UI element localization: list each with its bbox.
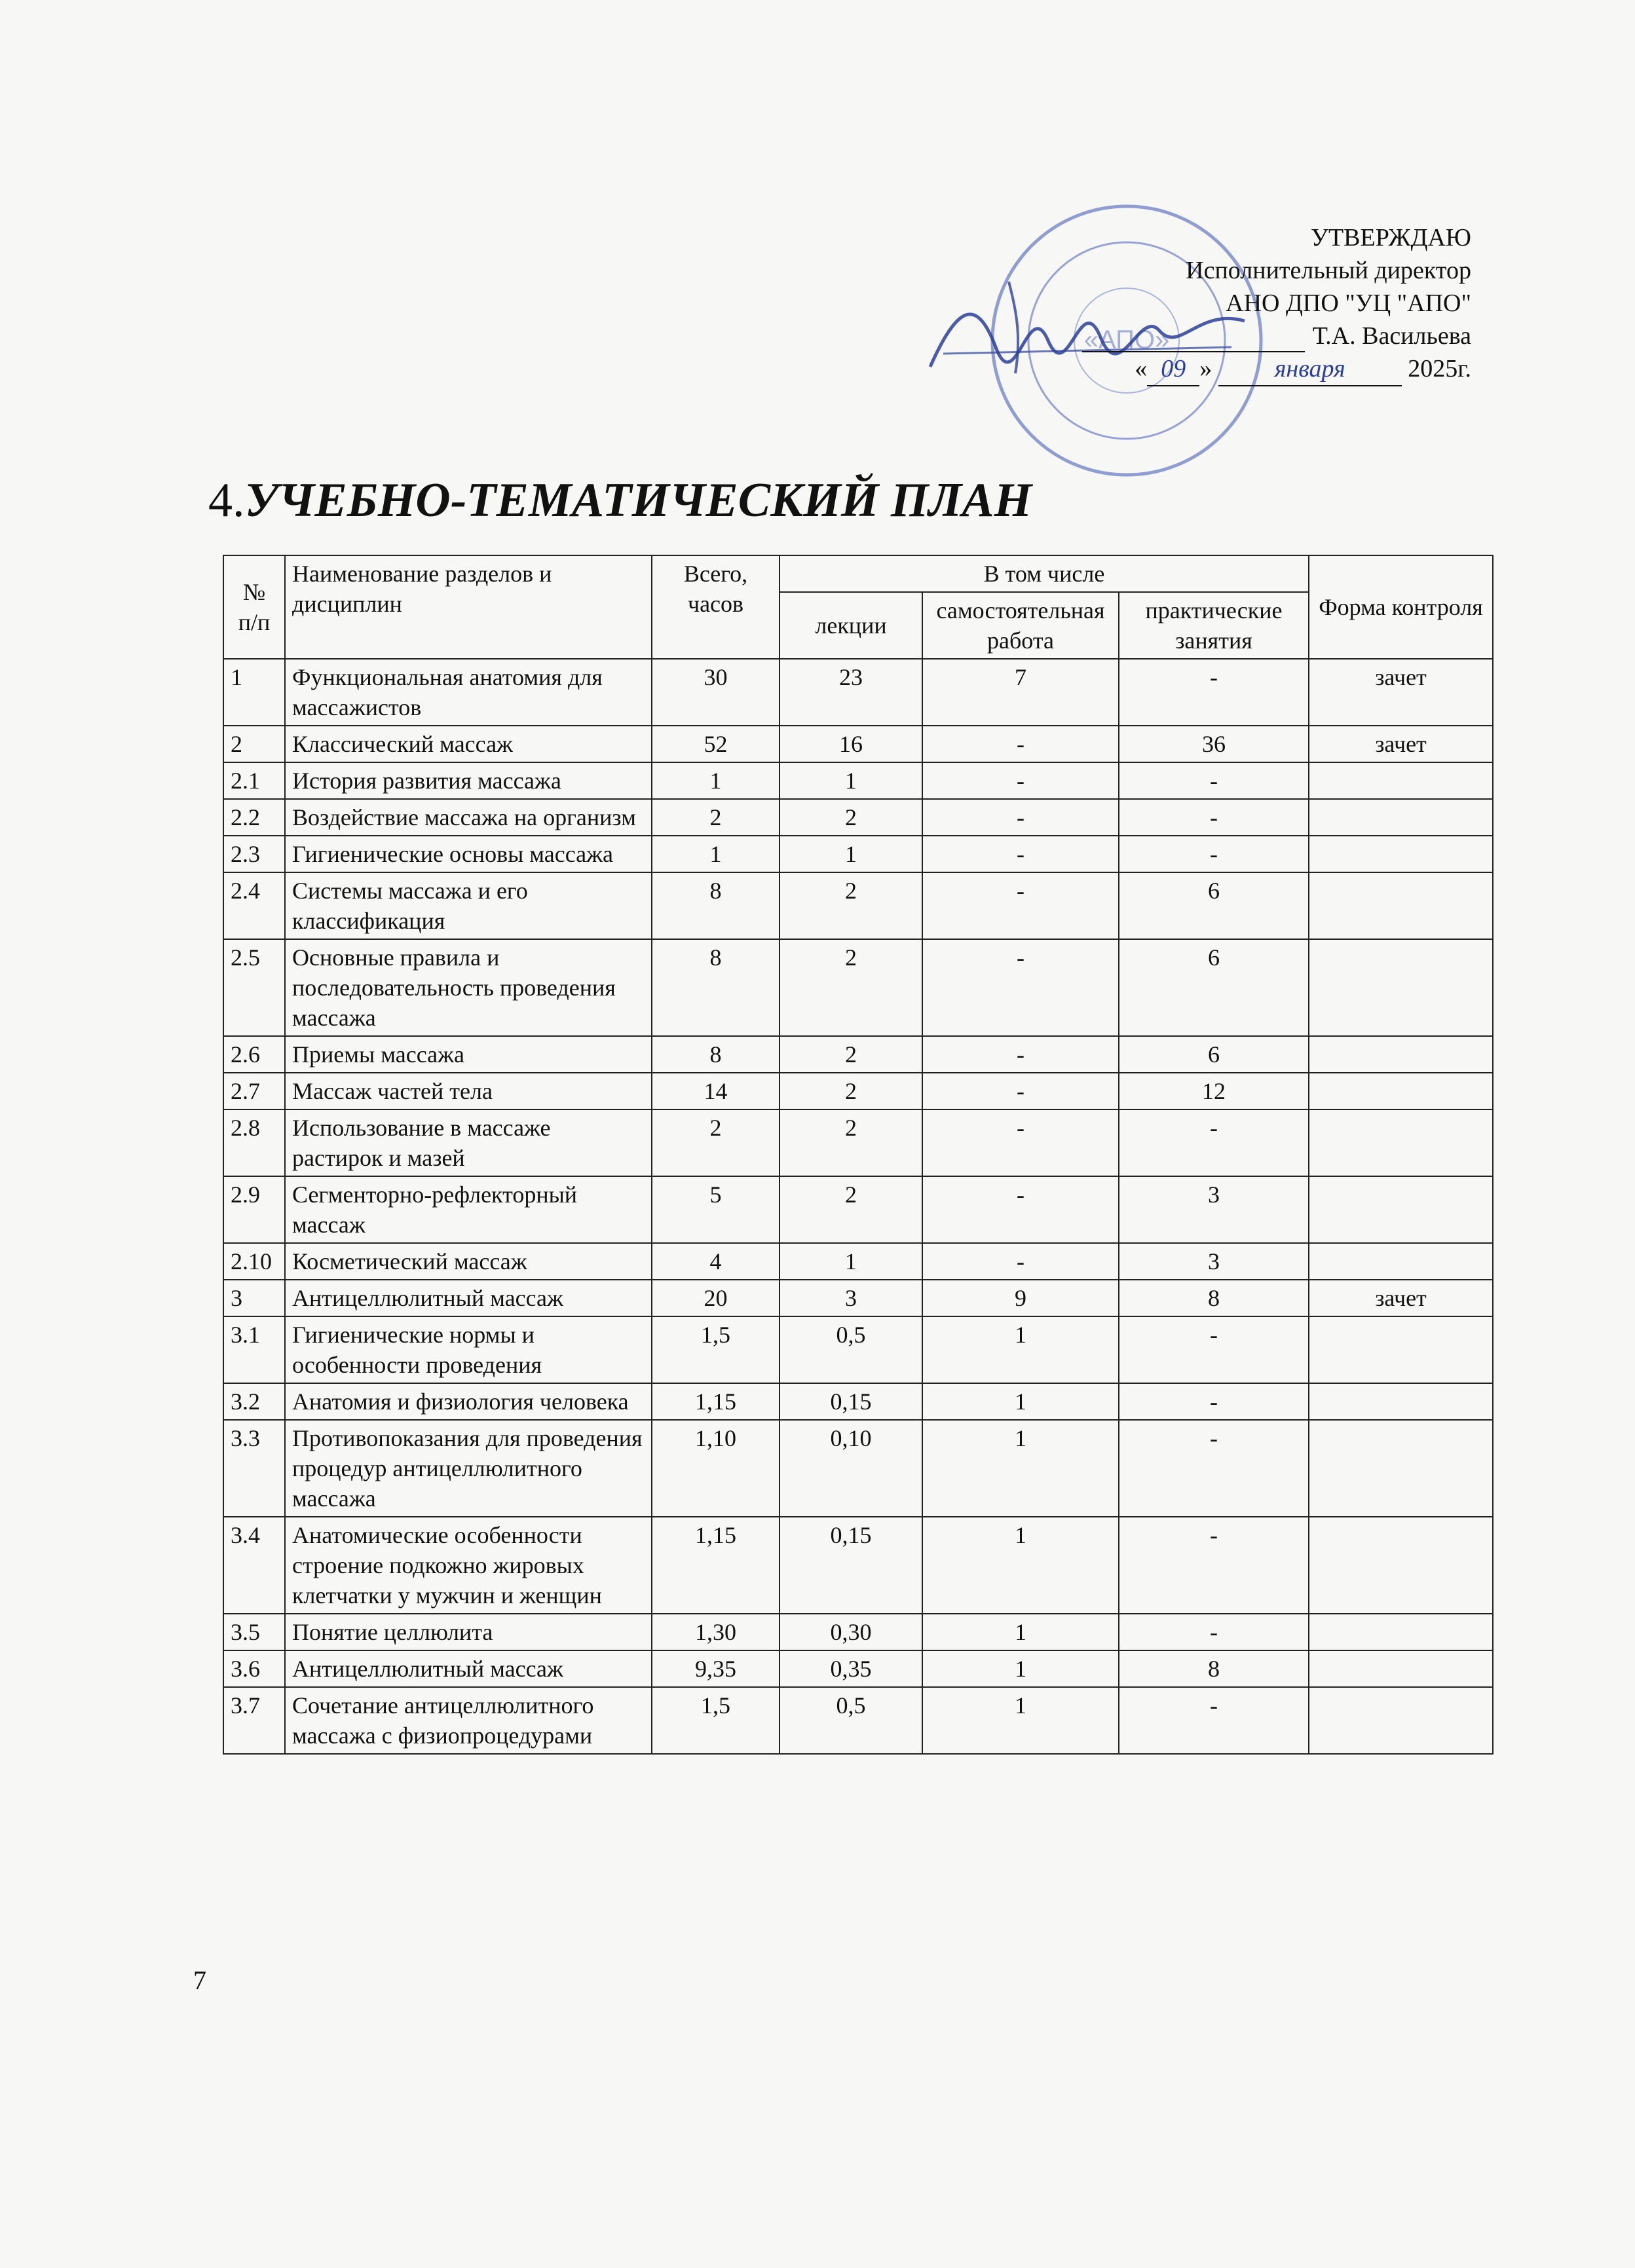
curriculum-table (223, 555, 1494, 1755)
cell-self: - (922, 872, 1119, 939)
cell-lectures: 0,10 (780, 1420, 922, 1517)
cell-total: 1 (652, 762, 780, 799)
cell-practice: - (1119, 659, 1309, 726)
cell-total: 8 (652, 1036, 780, 1073)
cell-num: 3.1 (223, 1316, 285, 1383)
cell-num: 3.3 (223, 1420, 285, 1517)
cell-practice: 8 (1119, 1280, 1309, 1316)
table-row (223, 762, 1493, 799)
cell-num: 3.5 (223, 1614, 285, 1650)
page-number: 7 (193, 1965, 206, 1995)
table-row (223, 1383, 1493, 1420)
table-row (223, 1036, 1493, 1073)
cell-self: - (922, 762, 1119, 799)
table-row (223, 799, 1493, 836)
header-num: № п/п (223, 555, 285, 659)
cell-control (1309, 762, 1493, 799)
cell-name: Анатомия и физиология человека (285, 1383, 652, 1420)
cell-control (1309, 1687, 1493, 1754)
cell-total: 4 (652, 1243, 780, 1280)
cell-self: 1 (922, 1650, 1119, 1687)
cell-lectures: 2 (780, 939, 922, 1036)
page-title (208, 473, 1032, 529)
cell-practice: - (1119, 762, 1309, 799)
cell-self: - (922, 1243, 1119, 1280)
cell-lectures: 2 (780, 872, 922, 939)
cell-practice: - (1119, 1517, 1309, 1614)
table-row (223, 1420, 1493, 1517)
cell-control (1309, 1650, 1493, 1687)
cell-total: 2 (652, 1109, 780, 1176)
cell-total: 2 (652, 799, 780, 836)
cell-practice: 6 (1119, 1036, 1309, 1073)
cell-practice: 6 (1119, 939, 1309, 1036)
table-row (223, 1650, 1493, 1687)
cell-name: Антицеллюлитный массаж (285, 1280, 652, 1316)
cell-self: - (922, 1073, 1119, 1109)
cell-lectures: 3 (780, 1280, 922, 1316)
cell-lectures: 2 (780, 1036, 922, 1073)
header-total: Всего, часов (652, 555, 780, 659)
cell-control (1309, 1383, 1493, 1420)
cell-total: 14 (652, 1073, 780, 1109)
cell-num: 2.9 (223, 1176, 285, 1243)
cell-name: Сочетание антицеллюлитного массажа с физиопроцедурами (285, 1687, 652, 1754)
cell-name: Использование в массаже растирок и мазей (285, 1109, 652, 1176)
cell-lectures: 2 (780, 1109, 922, 1176)
cell-name: Косметический массаж (285, 1243, 652, 1280)
cell-self: 1 (922, 1614, 1119, 1650)
cell-control: зачет (1309, 659, 1493, 726)
cell-self: - (922, 799, 1119, 836)
cell-num: 2.8 (223, 1109, 285, 1176)
cell-practice: - (1119, 1687, 1309, 1754)
cell-name: Анатомические особенности строение подкожно жировых клетчатки у мужчин и женщин (285, 1517, 652, 1614)
cell-practice: - (1119, 799, 1309, 836)
cell-control (1309, 872, 1493, 939)
approval-date (882, 352, 1471, 386)
cell-lectures: 23 (780, 659, 922, 726)
cell-practice: 3 (1119, 1243, 1309, 1280)
cell-practice: 8 (1119, 1650, 1309, 1687)
cell-num: 3 (223, 1280, 285, 1316)
cell-control (1309, 799, 1493, 836)
table-body (223, 659, 1493, 1754)
cell-name: Функциональная анатомия для массажистов (285, 659, 652, 726)
cell-total: 1,5 (652, 1316, 780, 1383)
cell-total: 30 (652, 659, 780, 726)
table-row (223, 1073, 1493, 1109)
cell-total: 1 (652, 836, 780, 872)
cell-self: - (922, 939, 1119, 1036)
cell-name: Антицеллюлитный массаж (285, 1650, 652, 1687)
cell-lectures: 16 (780, 726, 922, 762)
cell-num: 2.10 (223, 1243, 285, 1280)
header-name: Наименование разделов и дисциплин (285, 555, 652, 659)
cell-lectures: 0,15 (780, 1517, 922, 1614)
cell-num: 3.6 (223, 1650, 285, 1687)
cell-self: - (922, 836, 1119, 872)
cell-practice: - (1119, 836, 1309, 872)
header-lectures: лекции (780, 592, 922, 659)
cell-name: Сегменторно-рефлекторный массаж (285, 1176, 652, 1243)
cell-lectures: 0,35 (780, 1650, 922, 1687)
cell-total: 1,5 (652, 1687, 780, 1754)
cell-num: 2.1 (223, 762, 285, 799)
date-quote-close: » (1199, 355, 1212, 382)
cell-name: Массаж частей тела (285, 1073, 652, 1109)
cell-self: 1 (922, 1420, 1119, 1517)
cell-practice: - (1119, 1383, 1309, 1420)
cell-practice: - (1119, 1316, 1309, 1383)
cell-num: 2.3 (223, 836, 285, 872)
cell-control (1309, 1420, 1493, 1517)
cell-name: Противопоказания для проведения процедур антицеллюлитного массажа (285, 1420, 652, 1517)
cell-self: 7 (922, 659, 1119, 726)
cell-num: 3.7 (223, 1687, 285, 1754)
approval-block (882, 221, 1471, 386)
table-row (223, 836, 1493, 872)
signer-name: Т.А. Васильева (1312, 322, 1471, 350)
cell-total: 1,10 (652, 1420, 780, 1517)
table-row (223, 1109, 1493, 1176)
header-self: самостоятельная работа (922, 592, 1119, 659)
cell-lectures: 2 (780, 1073, 922, 1109)
cell-num: 3.4 (223, 1517, 285, 1614)
cell-num: 2.6 (223, 1036, 285, 1073)
cell-self: 1 (922, 1316, 1119, 1383)
cell-total: 52 (652, 726, 780, 762)
cell-lectures: 2 (780, 799, 922, 836)
date-quote-open: « (1135, 355, 1148, 382)
table-row (223, 659, 1493, 726)
cell-num: 3.2 (223, 1383, 285, 1420)
cell-name: Гигиенические нормы и особенности проведения (285, 1316, 652, 1383)
cell-num: 2.2 (223, 799, 285, 836)
signature-line (882, 320, 1471, 352)
organization-name: АНО ДПО "УЦ "АПО" (1226, 289, 1471, 317)
cell-control (1309, 1517, 1493, 1614)
cell-practice: - (1119, 1420, 1309, 1517)
cell-self: 1 (922, 1383, 1119, 1420)
cell-practice: 36 (1119, 726, 1309, 762)
cell-self: - (922, 1176, 1119, 1243)
cell-total: 1,15 (652, 1517, 780, 1614)
table-row (223, 939, 1493, 1036)
cell-practice: 3 (1119, 1176, 1309, 1243)
cell-num: 2.7 (223, 1073, 285, 1109)
cell-total: 8 (652, 939, 780, 1036)
cell-self: 9 (922, 1280, 1119, 1316)
cell-self: 1 (922, 1687, 1119, 1754)
cell-name: История развития массажа (285, 762, 652, 799)
table-row (223, 1687, 1493, 1754)
cell-control (1309, 1243, 1493, 1280)
cell-total: 1,30 (652, 1614, 780, 1650)
table-row (223, 1517, 1493, 1614)
cell-lectures: 2 (780, 1176, 922, 1243)
table-row (223, 1243, 1493, 1280)
cell-num: 2.4 (223, 872, 285, 939)
table-row (223, 726, 1493, 762)
cell-name: Классический массаж (285, 726, 652, 762)
section-number: 4. (208, 474, 245, 527)
cell-name: Системы массажа и его классификация (285, 872, 652, 939)
cell-lectures: 0,30 (780, 1614, 922, 1650)
header-row (223, 555, 1493, 592)
signature-blank (1082, 325, 1305, 352)
cell-self: 1 (922, 1517, 1119, 1614)
cell-lectures: 1 (780, 1243, 922, 1280)
svg-text:«АПО»: «АПО» (1083, 325, 1170, 354)
cell-control (1309, 939, 1493, 1036)
table-row (223, 1316, 1493, 1383)
cell-self: - (922, 726, 1119, 762)
cell-num: 2.5 (223, 939, 285, 1036)
date-year: 2025г. (1408, 355, 1471, 382)
cell-self: - (922, 1036, 1119, 1073)
cell-lectures: 0,5 (780, 1316, 922, 1383)
header-including: В том числе (780, 555, 1309, 592)
date-month: января (1218, 352, 1402, 386)
header-practice: практические занятия (1119, 592, 1309, 659)
table-row (223, 1280, 1493, 1316)
cell-control (1309, 1614, 1493, 1650)
cell-total: 5 (652, 1176, 780, 1243)
cell-self: - (922, 1109, 1119, 1176)
cell-num: 2 (223, 726, 285, 762)
cell-control (1309, 1036, 1493, 1073)
cell-control (1309, 836, 1493, 872)
cell-lectures: 0,15 (780, 1383, 922, 1420)
cell-practice: 6 (1119, 872, 1309, 939)
cell-control: зачет (1309, 726, 1493, 762)
cell-num: 1 (223, 659, 285, 726)
table-row (223, 872, 1493, 939)
cell-name: Приемы массажа (285, 1036, 652, 1073)
cell-control: зачет (1309, 1280, 1493, 1316)
cell-name: Воздействие массажа на организм (285, 799, 652, 836)
cell-practice: - (1119, 1109, 1309, 1176)
cell-name: Понятие целлюлита (285, 1614, 652, 1650)
cell-control (1309, 1316, 1493, 1383)
title-text: УЧЕБНО-ТЕМАТИЧЕСКИЙ ПЛАН (244, 474, 1032, 527)
cell-name: Основные правила и последовательность проведения массажа (285, 939, 652, 1036)
cell-total: 9,35 (652, 1650, 780, 1687)
header-control: Форма контроля (1309, 555, 1493, 659)
date-day: 09 (1147, 352, 1199, 386)
cell-practice: - (1119, 1614, 1309, 1650)
table-row (223, 1614, 1493, 1650)
cell-total: 8 (652, 872, 780, 939)
approval-heading: УТВЕРЖДАЮ (1311, 224, 1471, 251)
cell-control (1309, 1073, 1493, 1109)
approver-position: Исполнительный директор (1186, 257, 1471, 284)
cell-total: 20 (652, 1280, 780, 1316)
cell-practice: 12 (1119, 1073, 1309, 1109)
cell-lectures: 1 (780, 762, 922, 799)
cell-lectures: 0,5 (780, 1687, 922, 1754)
cell-control (1309, 1109, 1493, 1176)
cell-total: 1,15 (652, 1383, 780, 1420)
table-row (223, 1176, 1493, 1243)
cell-lectures: 1 (780, 836, 922, 872)
cell-control (1309, 1176, 1493, 1243)
cell-name: Гигиенические основы массажа (285, 836, 652, 872)
